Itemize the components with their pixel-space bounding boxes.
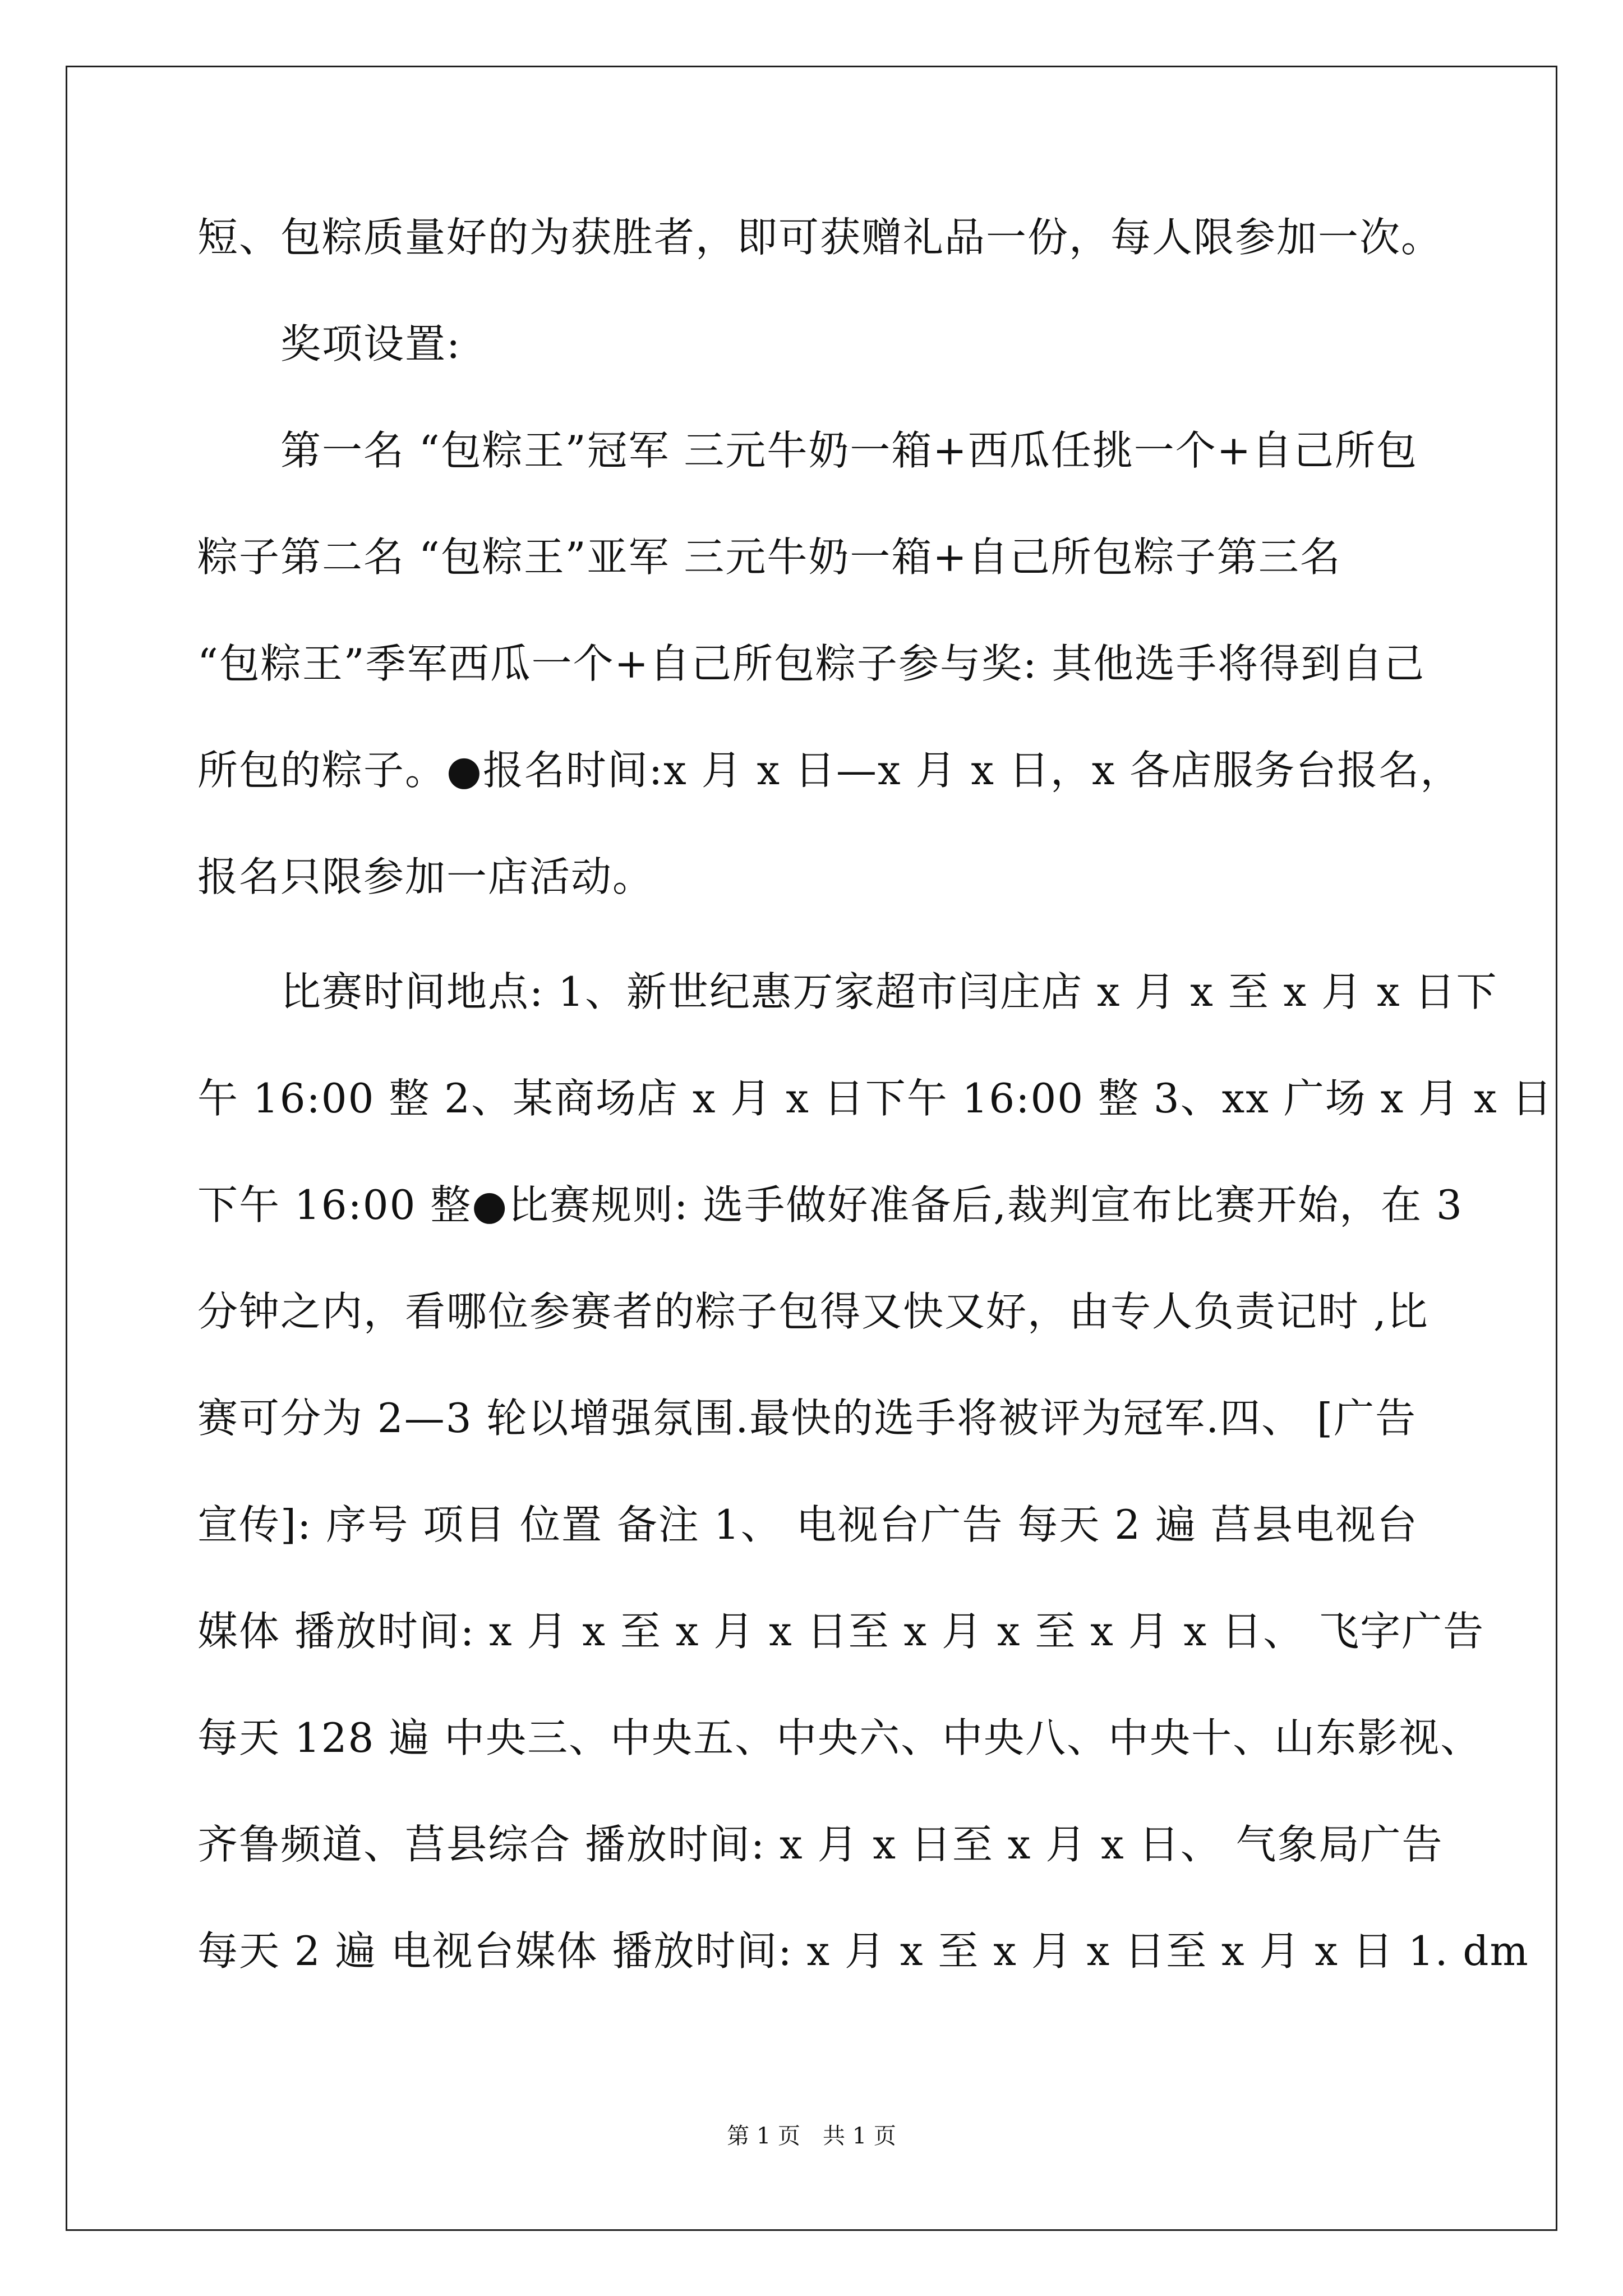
text-line: 比赛时间地点: 1、新世纪惠万家超市闫庄店 x 月 x 至 x 月 x 日下: [280, 968, 1498, 1015]
text-line: 宣传]: 序号 项目 位置 备注 1、 电视台广告 每天 2 遍 莒县电视台: [197, 1501, 1418, 1548]
text-line: 粽子第二名 “包粽王”亚军 三元牛奶一箱+自己所包粽子第三名: [197, 533, 1341, 581]
text-line: 每天 128 遍 中央三、中央五、中央六、中央八、中央十、山东影视、: [197, 1714, 1482, 1761]
text-line: 每天 2 遍 电视台媒体 播放时间: x 月 x 至 x 月 x 日至 x 月 x 日 1. dm: [197, 1927, 1529, 1975]
text-line: 第一名 “包粽王”冠军 三元牛奶一箱+西瓜任挑一个+自己所包: [280, 427, 1418, 474]
text-line: 所包的粽子。●报名时间:x 月 x 日—x 月 x 日，x 各店服务台报名，: [197, 747, 1462, 794]
page-number-footer: 第 1 页 共 1 页: [727, 2123, 896, 2149]
text-line: 短、包粽质量好的为获胜者，即可获赠礼品一份，每人限参加一次。: [197, 214, 1443, 261]
page-border: [66, 66, 1557, 2231]
text-line: 齐鲁频道、莒县综合 播放时间: x 月 x 日至 x 月 x 日、 气象局广告: [197, 1821, 1444, 1868]
text-line: 报名只限参加一店活动。: [197, 853, 654, 900]
text-line: 分钟之内，看哪位参赛者的粽子包得又快又好，由专人负责记时 ,比: [197, 1288, 1429, 1335]
text-line: 媒体 播放时间: x 月 x 至 x 月 x 日至 x 月 x 至 x 月 x 日、 飞字广告: [197, 1608, 1485, 1655]
text-line: 赛可分为 2—3 轮以增强氛围.最快的选手将被评为冠军.四、 [广告: [197, 1395, 1417, 1442]
text-line: “包粽王”季军西瓜一个+自己所包粽子参与奖: 其他选手将得到自己: [197, 640, 1426, 687]
text-line: 下午 16:00 整●比赛规则: 选手做好准备后,裁判宣布比赛开始，在 3: [197, 1181, 1463, 1228]
section-heading: 奖项设置:: [280, 320, 462, 367]
text-line: 午 16:00 整 2、某商场店 x 月 x 日下午 16:00 整 3、xx 广场 x 月 x 日: [197, 1075, 1553, 1122]
